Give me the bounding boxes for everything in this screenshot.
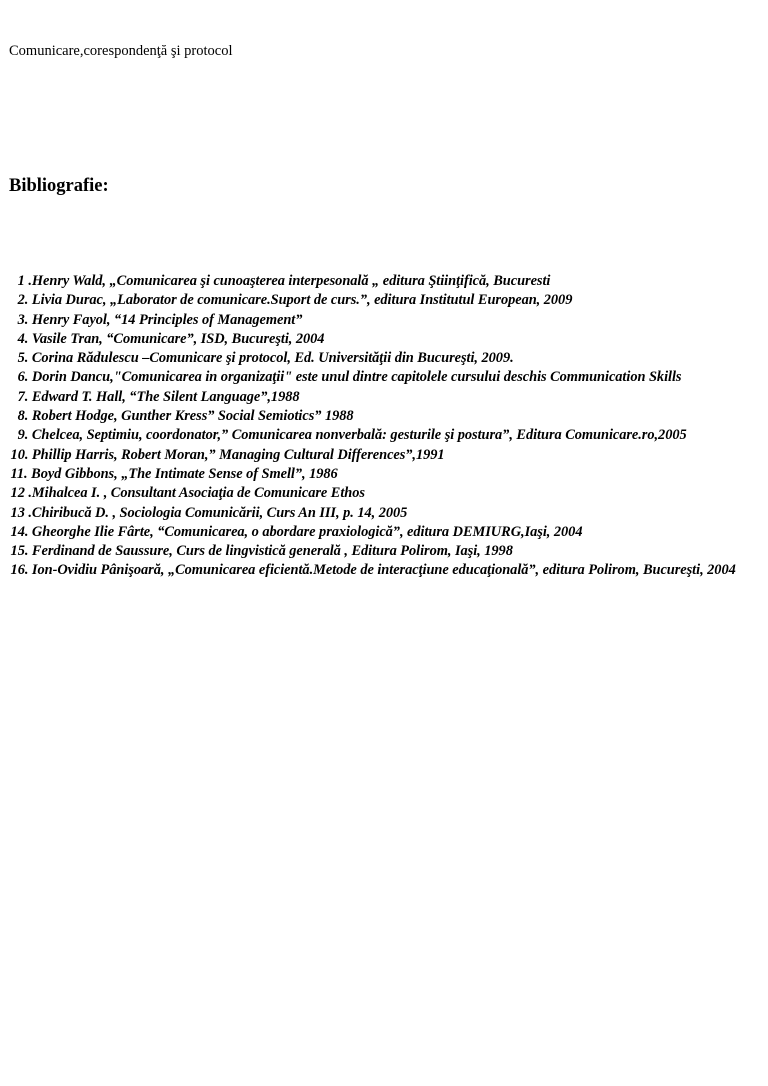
- bibliography-item: 8. Robert Hodge, Gunther Kress” Social Semiotics” 1988: [7, 408, 354, 425]
- bibliography-item: 11. Boyd Gibbons, „The Intimate Sense of Smell”, 1986: [7, 465, 338, 482]
- bibliography-item: 3. Henry Fayol, “14 Principles of Management”: [7, 311, 303, 328]
- bibliography-item: 2. Livia Durac, „Laborator de comunicare.Suport de curs.”, editura Institutul European, 2009: [7, 292, 573, 309]
- bibliography-item: 15. Ferdinand de Saussure, Curs de lingvistică generală , Editura Polirom, Iaşi, 1998: [7, 543, 513, 560]
- bibliography-list: [7, 272, 763, 581]
- bibliography-item: 10. Phillip Harris, Robert Moran,” Managing Cultural Differences”,1991: [7, 446, 445, 463]
- bibliography-item: 5. Corina Rădulescu –Comunicare şi protocol, Ed. Universităţii din Bucureşti, 2009.: [7, 350, 514, 367]
- bibliography-item: 1 .Henry Wald, „Comunicarea şi cunoaşterea interpesonală „ editura Ştiinţifică, Bucuresti: [7, 273, 551, 289]
- bibliography-item: 14. Gheorghe Ilie Fârte, “Comunicarea, o abordare praxiologică”, editura DEMIURG,Iaşi, 2004: [7, 523, 583, 540]
- section-title: Bibliografie:: [9, 176, 109, 196]
- bibliography-item: 13 .Chiribucă D. , Sociologia Comunicării, Curs An III, p. 14, 2005: [7, 504, 408, 521]
- bibliography-item: 4. Vasile Tran, “Comunicare”, ISD, Bucureşti, 2004: [7, 330, 325, 347]
- running-header: Comunicare,corespondenţă şi protocol: [9, 43, 233, 59]
- bibliography-item: 9. Chelcea, Septimiu, coordonator,” Comunicarea nonverbală: gesturile şi postura”, Editura Comunicare.ro,2005: [7, 427, 687, 444]
- bibliography-item: 6. Dorin Dancu,"Comunicarea in organizaţii" este unul dintre capitolele cursului deschis Communication Skills: [7, 369, 682, 386]
- bibliography-item: 16. Ion-Ovidiu Pânişoară, „Comunicarea eficientă.Metode de interacţiune educaţională”, editura Polirom, Bucureşti, 2004: [7, 562, 736, 579]
- bibliography-item: 7. Edward T. Hall, “The Silent Language”,1988: [7, 388, 300, 405]
- bibliography-item: 12 .Mihalcea I. , Consultant Asociaţia de Comunicare Ethos: [7, 485, 365, 502]
